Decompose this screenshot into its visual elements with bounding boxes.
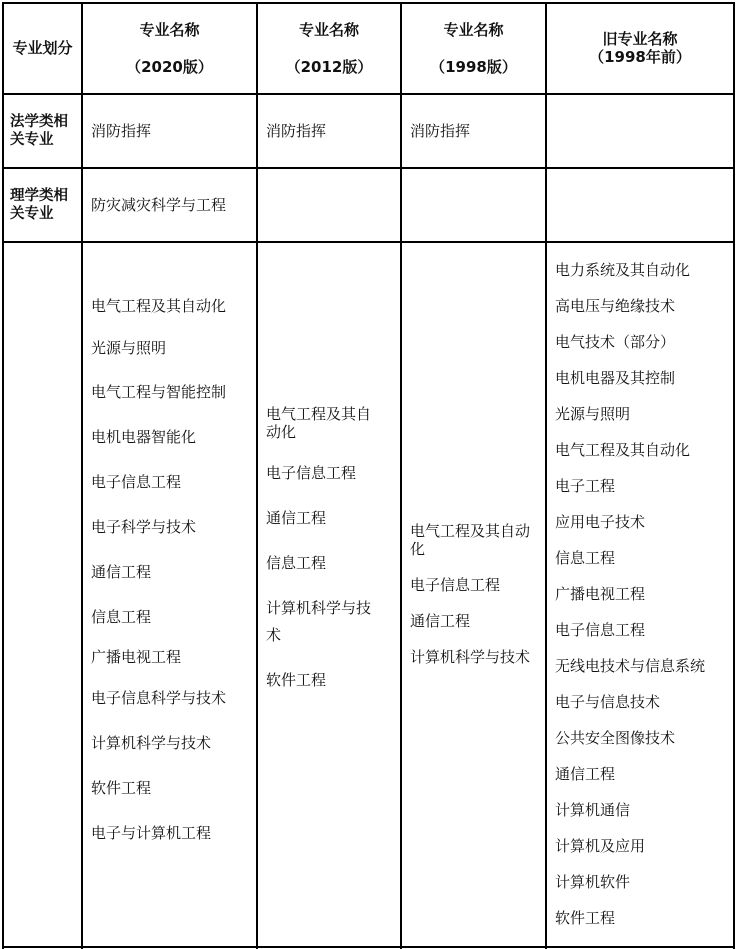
list-item: 软件工程 bbox=[266, 671, 327, 689]
table-border-right bbox=[733, 2, 735, 949]
list-item: 电子科学与技术 bbox=[91, 518, 197, 536]
list-item: 电气工程及其自 bbox=[266, 405, 372, 423]
list-item: 信息工程 bbox=[555, 549, 616, 567]
list-item: 电子与计算机工程 bbox=[91, 824, 212, 842]
header-2012-title: 专业名称 bbox=[298, 21, 359, 39]
table-border-left bbox=[2, 2, 4, 949]
category-science-line1: 理学类相 bbox=[10, 188, 68, 204]
list-item: 电机电器及其控制 bbox=[555, 369, 676, 387]
law-2012-major: 消防指挥 bbox=[266, 122, 327, 140]
list-item: 应用电子技术 bbox=[555, 513, 646, 531]
list-item: 公共安全图像技术 bbox=[555, 729, 676, 747]
list-item: 通信工程 bbox=[410, 612, 471, 630]
list-item: 电气工程及其自动化 bbox=[555, 441, 691, 459]
law-1998-major: 消防指挥 bbox=[410, 122, 471, 140]
list-item: 计算机科学与技 bbox=[266, 599, 372, 617]
law-2020-major: 消防指挥 bbox=[91, 122, 152, 140]
list-item: 电子信息工程 bbox=[410, 576, 501, 594]
list-item: 计算机及应用 bbox=[555, 837, 646, 855]
list-item: 无线电技术与信息系统 bbox=[555, 657, 706, 675]
list-item: 信息工程 bbox=[91, 608, 152, 626]
list-item: 通信工程 bbox=[91, 563, 152, 581]
list-item: 计算机科学与技术 bbox=[91, 734, 212, 752]
science-2020-major: 防灾减灾科学与工程 bbox=[91, 196, 227, 214]
category-science-line2: 关专业 bbox=[10, 206, 54, 222]
list-item: 电气工程与智能控制 bbox=[91, 383, 227, 401]
row-divider bbox=[2, 167, 735, 169]
list-item: 电气技术（部分） bbox=[555, 333, 676, 351]
list-item: 软件工程 bbox=[555, 909, 616, 927]
list-item: 化 bbox=[410, 540, 426, 558]
header-2020-edition: （2020版） bbox=[126, 58, 213, 76]
list-item: 光源与照明 bbox=[91, 339, 167, 357]
list-item: 计算机通信 bbox=[555, 801, 631, 819]
table-border-top bbox=[2, 2, 735, 4]
list-item: 计算机科学与技术 bbox=[410, 648, 531, 666]
list-item: 高电压与绝缘技术 bbox=[555, 297, 676, 315]
list-item: 通信工程 bbox=[266, 509, 327, 527]
list-item: 软件工程 bbox=[91, 779, 152, 797]
column-divider bbox=[545, 2, 547, 949]
list-item: 光源与照明 bbox=[555, 405, 631, 423]
row-divider bbox=[2, 241, 735, 243]
list-item: 电子工程 bbox=[555, 477, 616, 495]
category-law-line2: 关专业 bbox=[10, 132, 54, 148]
list-item: 动化 bbox=[266, 423, 297, 441]
list-item: 电气工程及其自动化 bbox=[91, 297, 227, 315]
list-item: 计算机软件 bbox=[555, 873, 631, 891]
header-2020-title: 专业名称 bbox=[139, 21, 200, 39]
list-item: 电子与信息技术 bbox=[555, 693, 661, 711]
list-item: 术 bbox=[266, 626, 282, 644]
list-item: 电子信息工程 bbox=[555, 621, 646, 639]
column-divider bbox=[81, 2, 83, 949]
header-1998-edition: （1998版） bbox=[430, 58, 517, 76]
list-item: 广播电视工程 bbox=[555, 585, 646, 603]
list-item: 电气工程及其自动 bbox=[410, 522, 531, 540]
column-divider bbox=[400, 2, 402, 949]
list-item: 通信工程 bbox=[555, 765, 616, 783]
header-division: 专业划分 bbox=[12, 39, 73, 57]
column-divider bbox=[256, 2, 258, 949]
header-old-title: 旧专业名称 bbox=[602, 30, 678, 48]
category-law-line1: 法学类相 bbox=[10, 114, 68, 130]
header-1998-title: 专业名称 bbox=[443, 21, 504, 39]
list-item: 电力系统及其自动化 bbox=[555, 261, 691, 279]
row-divider bbox=[2, 93, 735, 95]
list-item: 电子信息科学与技术 bbox=[91, 689, 227, 707]
list-item: 电子信息工程 bbox=[266, 464, 357, 482]
list-item: 信息工程 bbox=[266, 554, 327, 572]
list-item: 电子信息工程 bbox=[91, 473, 182, 491]
list-item: 电机电器智能化 bbox=[91, 428, 197, 446]
row-divider bbox=[2, 946, 735, 948]
header-old-edition: （1998年前） bbox=[589, 48, 691, 66]
list-item: 广播电视工程 bbox=[91, 648, 182, 666]
header-2012-edition: （2012版） bbox=[285, 58, 373, 76]
